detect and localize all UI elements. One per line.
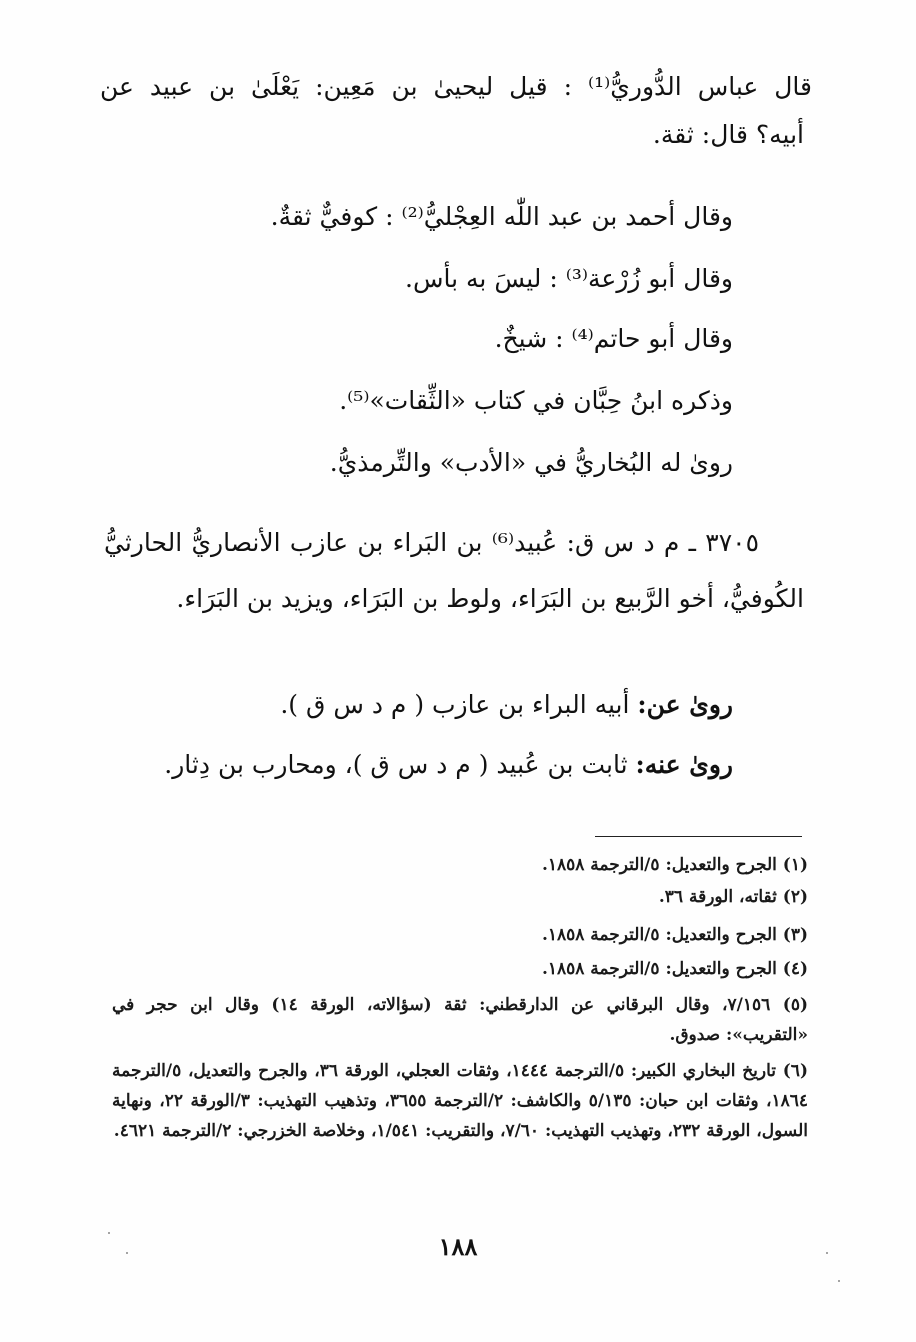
text-line: قال عباس الدُّوريُّ⁽¹⁾ : قيل ليحيىٰ بن مَعِين: يَعْلَىٰ بن عبيد عن [100, 72, 813, 101]
narrated-from-label: روىٰ عن: [637, 690, 733, 719]
footnote-divider [595, 836, 802, 837]
footnote-3: (٣) الجرح والتعديل: ٥/الترجمة ١٨٥٨. [541, 925, 808, 945]
scan-speck [108, 1232, 110, 1234]
narrated-from-line [280, 688, 733, 722]
scan-speck [826, 1252, 828, 1254]
scan-speck [126, 1252, 128, 1254]
text-line: روىٰ له البُخاريُّ في «الأدب» والتِّرمذيُّ. [329, 448, 733, 477]
narrated-by-label: روىٰ عنه: [635, 750, 733, 779]
text-line: وقال أبو زُرْعة⁽³⁾ : ليسَ به بأس. [405, 264, 733, 293]
footnote-1: (١) الجرح والتعديل: ٥/الترجمة ١٨٥٨. [541, 855, 808, 875]
page-number: ١٨٨ [438, 1232, 478, 1261]
narrated-by-text: ثابت بن عُبيد ( م د س ق )، ومحارب بن دِثار. [164, 750, 628, 779]
footnote-5: (٥) ٧/١٥٦، وقال البرقاني عن الدارقطني: ثقة (سؤالاته، الورقة ١٤) وقال ابن حجر في «التقريب»: صدوق. [112, 995, 809, 1045]
text-line: وقال أبو حاتم⁽⁴⁾ : شيخٌ. [494, 324, 733, 353]
entry-3705-paragraph: ٣٧٠٥ ـ م د س ق: عُبيد⁽⁶⁾ بن البَراء بن عازب الأنصاريُّ الحارثيُّ الكُوفيُّ، أخو الرَّبيع بن البَرَاء، ولوط بن البَرَاء، ويزيد بن البَرَاء. [104, 528, 804, 613]
footnote-6: (٦) تاريخ البخاري الكبير: ٥/الترجمة ١٤٤٤، وثقات العجلي، الورقة ٣٦، والجرح والتعديل، ٥/الترجمة ١٨٦٤، وثقات ابن حبان: ٥/١٣٥ والكاشف: ٢/الترجمة ٣٦٥٥، وتذهيب التهذيب: ٣/الورقة ٢٢، ونهاية السول، الورقة ٢٣٢، وتهذيب التهذيب: ٧/٦٠، والتقريب: ١/٥٤١، وخلاصة الخزرجي: ٢/الترجمة ٤٦٢١. [112, 1061, 808, 1141]
scan-speck [838, 1280, 840, 1282]
text-line: وقال أحمد بن عبد اللّٰه العِجْليُّ⁽²⁾ : كوفيٌّ ثقةٌ. [270, 202, 733, 231]
narrated-by-line [164, 748, 733, 782]
footnote-2: (٢) ثقاته، الورقة ٣٦. [658, 887, 808, 907]
text-line: وذكره ابنُ حِبَّان في كتاب «الثِّقات»⁽⁵⁾. [339, 386, 733, 415]
text-line: أبيه؟ قال: ثقة. [652, 120, 804, 149]
footnote-4: (٤) الجرح والتعديل: ٥/الترجمة ١٨٥٨. [541, 959, 808, 979]
narrated-from-text: أبيه البراء بن عازب ( م د س ق ). [280, 690, 630, 719]
